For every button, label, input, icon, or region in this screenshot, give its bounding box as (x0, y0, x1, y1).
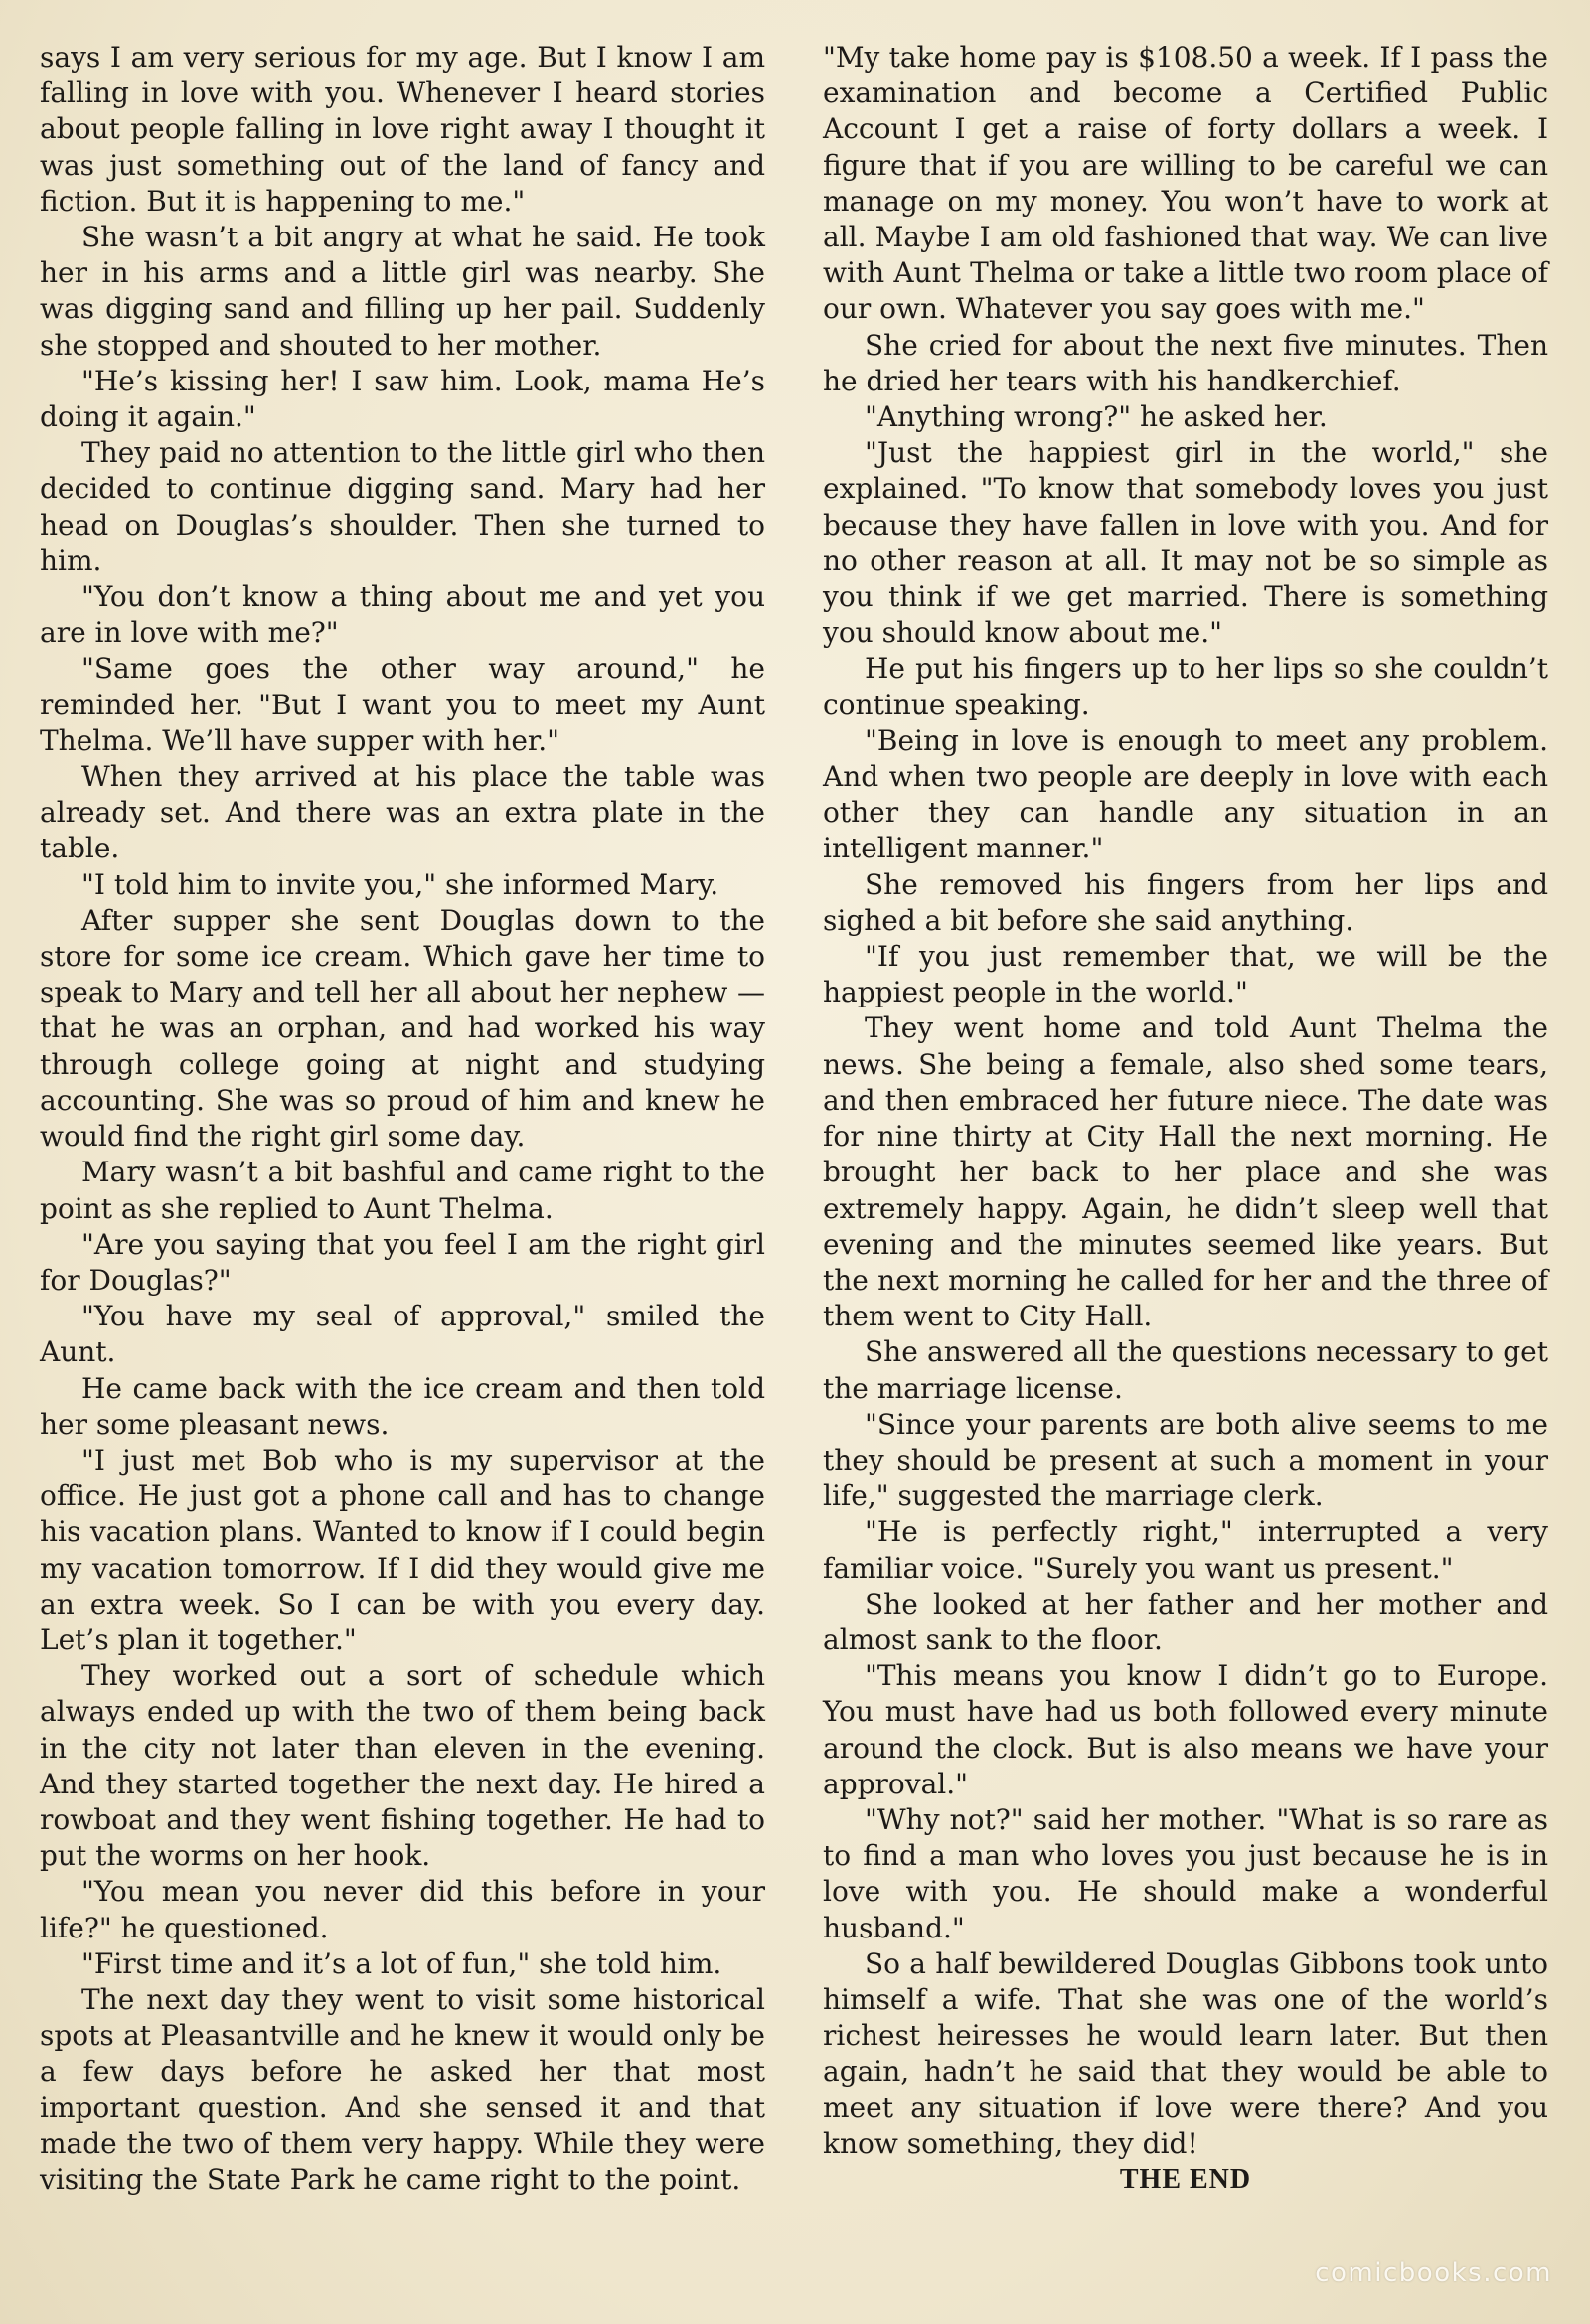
right-paragraphs (823, 40, 1548, 2162)
story-paragraph: So a half bewildered Douglas Gibbons took unto himself a wife. That she was one of the world’s richest heiresses he would learn later. But then again, hadn’t he said that they would be able to meet any situation if love were there? And you know something, they did! (823, 1946, 1548, 2160)
story-paragraph: She wasn’t a bit angry at what he said. He took her in his arms and a little girl was nearby. She was digging sand and filling up her pail. Suddenly she stopped and shouted to her mother. (40, 221, 765, 362)
left-text-column (40, 40, 765, 2198)
story-paragraph: "I just met Bob who is my supervisor at the office. He just got a phone call and has to change his vacation plans. Wanted to know if I could begin my vacation tomorrow. If I did they would give me an extra week. So I can be with you every day. Let’s plan it together." (40, 1443, 765, 1656)
story-paragraph: "You have my seal of approval," smiled the Aunt. (40, 1300, 765, 1369)
story-paragraph: She looked at her father and her mother and almost sank to the floor. (823, 1587, 1548, 1656)
story-paragraph: She answered all the questions necessary to get the marriage license. (823, 1335, 1548, 1405)
story-paragraph: She removed his fingers from her lips and sighed a bit before she said anything. (823, 867, 1548, 937)
story-paragraph: They worked out a sort of schedule which always ended up with the two of them being back in the city not later than eleven in the evening. And they started together the next day. He hired a rowboat and they went fishing together. He had to put the worms on her hook. (40, 1659, 765, 1873)
story-paragraph: "I told him to invite you," she informed Mary. (81, 867, 719, 901)
story-paragraph: "Same goes the other way around," he reminded her. "But I want you to meet my Aunt Thelma. We’ll have supper with her." (40, 652, 765, 757)
story-paragraph: He came back with the ice cream and then told her some pleasant news. (40, 1371, 765, 1441)
story-paragraph: "Why not?" said her mother. "What is so rare as to find a man who loves you just because he is in love with you. He should make a wonderful husband." (823, 1802, 1548, 1944)
story-paragraph: "He is perfectly right," interrupted a very familiar voice. "Surely you want us present." (823, 1515, 1548, 1585)
story-paragraph: He put his fingers up to her lips so she couldn’t continue speaking. (823, 652, 1548, 721)
the-end-label: THE END (1119, 2163, 1252, 2195)
story-paragraph: They went home and told Aunt Thelma the news. She being a female, also shed some tears, and then embraced her future niece. The date was for nine thirty at City Hall the next morning. He brought her back to her place and she was extremely happy. Again, he didn’t sleep well that evening and the minutes seemed like years. But the next morning he called for her and the three of them went to City Hall. (823, 1011, 1548, 1333)
story-paragraph: Mary wasn’t a bit bashful and came right to the point as she replied to Aunt Thelma. (40, 1156, 765, 1225)
story-paragraph: They paid no attention to the little girl who then decided to continue digging sand. Mary had her head on Douglas’s shoulder. Then she turned to him. (40, 436, 765, 577)
story-paragraph: "If you just remember that, we will be the happiest people in the world." (823, 940, 1548, 1009)
watermark: comicbooks.com (1315, 2258, 1552, 2288)
story-paragraph: "He’s kissing her! I saw him. Look, mama He’s doing it again." (40, 364, 765, 434)
story-paragraph: "You mean you never did this before in your life?" he questioned. (40, 1875, 765, 1944)
story-paragraph: The next day they went to visit some historical spots at Pleasantville and he knew it would only be a few days before he asked her that most important question. And she sensed it and that made the two of them very happy. While they were visiting the State Park he came right to the point. (40, 1982, 765, 2196)
story-paragraph: She cried for about the next five minutes. Then he dried her tears with his handkerchief. (823, 328, 1548, 397)
story-paragraph: After supper she sent Douglas down to the store for some ice cream. Which gave her time to speak to Mary and tell her all about her nephew — that he was an orphan, and had worked his way through college going at night and studying accounting. She was so proud of him and knew he would find the right girl some day. (40, 903, 765, 1154)
story-paragraph: "First time and it’s a lot of fun," she told him. (81, 1946, 722, 1980)
story-paragraph: "Since your parents are both alive seems to me they should be present at such a moment in your life," suggested the marriage clerk. (823, 1407, 1548, 1513)
story-paragraph: "Being in love is enough to meet any problem. And when two people are deeply in love with each other they can handle any situation in an intelligent manner." (823, 723, 1548, 865)
story-paragraph: "Are you saying that you feel I am the right girl for Douglas?" (40, 1227, 765, 1297)
story-paragraph: "Just the happiest girl in the world," she explained. "To know that somebody loves you just because they have fallen in love with you. And for no other reason at all. It may not be so simple as you think if we get married. There is something you should know about me." (823, 436, 1548, 650)
right-text-column (823, 40, 1548, 2198)
story-paragraph: "This means you know I didn’t go to Europe. You must have had us both followed every minute around the clock. But is also means we have your approval." (823, 1659, 1548, 1800)
story-paragraph: says I am very serious for my age. But I know I am falling in love with you. Whenever I heard stories about people falling in love right away I thought it was just something out of the land of fancy and fiction. But it is happening to me." (40, 41, 765, 218)
story-paragraph: "My take home pay is $108.50 a week. If I pass the examination and become a Certified Public Account I get a raise of forty dollars a week. I figure that if you are willing to be careful we can manage on my money. You won’t have to work at all. Maybe I am old fashioned that way. We can live with Aunt Thelma or take a little two room place of our own. Whatever you say goes with me." (823, 41, 1548, 326)
story-paragraph: When they arrived at his place the table was already set. And there was an extra plate in the table. (40, 760, 765, 865)
story-paragraph: "You don’t know a thing about me and yet you are in love with me?" (40, 580, 765, 650)
story-paragraph: "Anything wrong?" he asked her. (865, 400, 1328, 434)
